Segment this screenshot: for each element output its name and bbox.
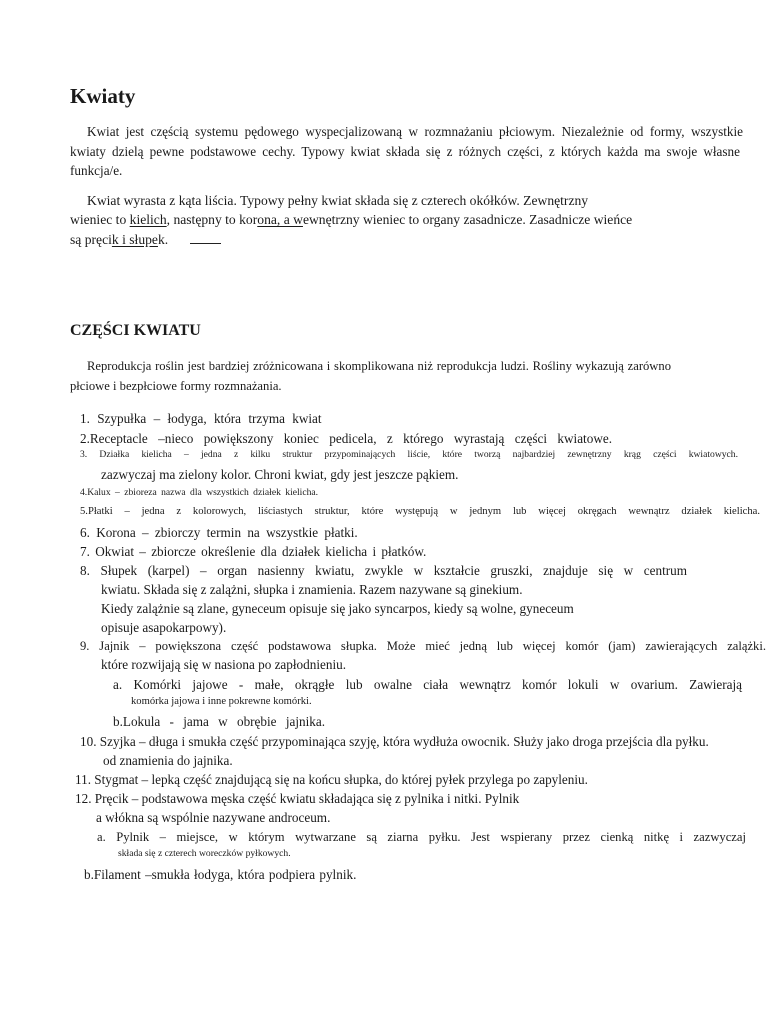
intro-p2-line2 <box>70 212 632 228</box>
sub-list-item: b.Lokula - jama w obrębie jajnika. <box>113 714 325 729</box>
sub-list-item: b.Filament –smukła łodyga, która podpiera pylnik. <box>84 867 357 882</box>
list-item: 6. Korona – zbiorczy termin na wszystkie płatki. <box>80 525 358 540</box>
list-item-continuation: a włókna są wspólnie nazywane androceum. <box>96 810 331 825</box>
list-item: 10. Szyjka – długa i smukła część przypominająca szyję, która wydłuża owocnik. Służy jako droga przejścia dla pyłku. <box>80 734 709 749</box>
list-item: 1. Szypułka – łodyga, która trzyma kwiat <box>80 411 322 426</box>
text-span: wieniec to <box>70 212 130 227</box>
list-item-continuation: które rozwijają się w nasiona po zapłodnieniu. <box>101 657 346 672</box>
list-item-continuation: Kiedy zalążnie są zlane, gyneceum opisuje się jako syncarpos, kiedy są wolne, gyneceum <box>101 601 574 616</box>
underlined-term-pręcik: k i słupe <box>111 232 158 247</box>
page-title: Kwiaty <box>70 84 136 108</box>
text-span: są pręci <box>70 232 112 247</box>
section-intro-line2: płciowe i bezpłciowe formy rozmnażania. <box>70 379 282 393</box>
section-intro-line1: Reprodukcja roślin jest bardziej zróżnicowana i skomplikowana niż reprodukcja ludzi. Rośliny wykazują zarówno <box>87 359 671 373</box>
underlined-term-kielich: kielich <box>129 212 167 227</box>
list-item-continuation: kwiatu. Składa się z zalążni, słupka i znamienia. Razem nazywane są ginekium. <box>101 582 523 597</box>
list-item: 4.Kalux – zbioreza nazwa dla wszystkich działek kielicha. <box>80 487 319 498</box>
sub-list-item: a. Komórki jajowe - małe, okrągłe lub owalne ciała wewnątrz komór lokuli w ovarium. Zawierają <box>113 677 742 692</box>
intro-p1-line2: kwiaty dzielą pewne podstawowe cechy. Typowy kwiat składa się z różnych części, z których każda ma swoje własne <box>70 144 740 159</box>
sub-list-item-continuation: składa się z czterech woreczków pyłkowych. <box>118 848 291 859</box>
list-item: 12. Pręcik – podstawowa męska część kwiatu składająca się z pylnika i nitki. Pylnik <box>75 791 520 806</box>
list-item: 2.Receptacle –nieco powiększony koniec pedicela, z którego wyrastają części kwiatowe. <box>80 431 612 446</box>
list-item: 8. Słupek (karpel) – organ nasienny kwiatu, zwykle w kształcie gruszki, znajduje się w centrum <box>80 563 687 578</box>
sub-list-item: a. Pylnik – miejsce, w którym wytwarzane są ziarna pyłku. Jest wspierany przez cienką nitkę i zazwyczaj <box>97 830 746 844</box>
blank-line <box>190 233 221 244</box>
text-span: , następny to kor <box>166 212 258 227</box>
text-span: ewnętrzny wieniec to organy zasadnicze. Zasadnicze wieńce <box>302 212 633 227</box>
intro-p2-line1: Kwiat wyrasta z kąta liścia. Typowy pełny kwiat składa się z czterech okółków. Zewnętrzny <box>87 193 589 208</box>
list-item: 11. Stygmat – lepką część znajdującą się na końcu słupka, do której pyłek przylega po zapyleniu. <box>75 772 588 787</box>
section-heading: CZĘŚCI KWIATU <box>70 322 201 339</box>
list-item-continuation: zazwyczaj ma zielony kolor. Chroni kwiat, gdy jest jeszcze pąkiem. <box>101 467 459 482</box>
underlined-term-korona: ona, a w <box>257 212 303 227</box>
list-item: 9. Jajnik – powiększona część podstawowa słupka. Może mieć jedną lub więcej komór (jam) zawierających zalążki. <box>80 639 766 653</box>
list-item: 7. Okwiat – zbiorcze określenie dla działek kielicha i płatków. <box>80 544 427 559</box>
list-item: 5.Płatki – jedna z kolorowych, liściastych struktur, które występują w jednym lub więcej okręgach wewnątrz działek kielicha. <box>80 506 760 517</box>
list-item: 3. Działka kielicha – jedna z kilku struktur przypominających liście, które tworzą najbardziej zewnętrzny krąg części kwiatowych. <box>80 449 738 460</box>
text-span: k. <box>157 232 169 247</box>
intro-p1-line1: Kwiat jest częścią systemu pędowego wyspecjalizowaną w rozmnażaniu płciowym. Niezależnie od formy, wszystkie <box>87 124 743 139</box>
intro-p1-line3: funkcja/e. <box>70 163 123 178</box>
list-item-continuation: od znamienia do jajnika. <box>103 753 233 768</box>
intro-p2-line3 <box>70 232 221 248</box>
list-item-continuation: opisuje asapokarpowy). <box>101 620 227 635</box>
sub-list-item-continuation: komórka jajowa i inne pokrewne komórki. <box>131 696 312 707</box>
